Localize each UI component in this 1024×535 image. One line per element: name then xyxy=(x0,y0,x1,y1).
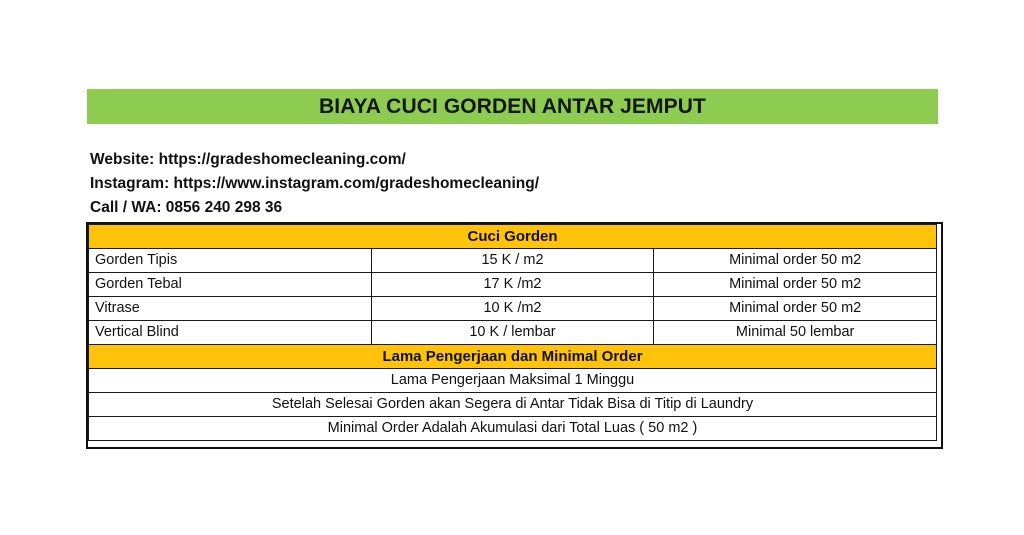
price-table xyxy=(88,224,937,441)
instagram-line: Instagram: https://www.instagram.com/gradeshomecleaning/ xyxy=(90,175,540,192)
phone-line: Call / WA: 0856 240 298 36 xyxy=(90,199,283,216)
section-two-title: Lama Pengerjaan dan Minimal Order xyxy=(89,345,937,369)
table-section-header-cuci-gorden xyxy=(89,225,937,249)
section-one-title: Cuci Gorden xyxy=(89,225,937,249)
row-name: Gorden Tipis xyxy=(89,249,372,273)
row-note: Minimal order 50 m2 xyxy=(654,297,937,321)
row-name: Vertical Blind xyxy=(89,321,372,345)
row-price: 10 K / lembar xyxy=(371,321,654,345)
row-note: Minimal 50 lembar xyxy=(654,321,937,345)
row-price: 17 K /m2 xyxy=(371,273,654,297)
page-title: BIAYA CUCI GORDEN ANTAR JEMPUT xyxy=(319,94,706,118)
table-row xyxy=(89,273,937,297)
title-banner xyxy=(87,89,938,124)
row-price: 10 K /m2 xyxy=(371,297,654,321)
table-row xyxy=(89,393,937,417)
website-line: Website: https://gradeshomecleaning.com/ xyxy=(90,151,406,168)
table-row xyxy=(89,297,937,321)
table-row xyxy=(89,321,937,345)
note-line: Setelah Selesai Gorden akan Segera di Antar Tidak Bisa di Titip di Laundry xyxy=(89,393,937,417)
row-note: Minimal order 50 m2 xyxy=(654,273,937,297)
table-section-header-lama-pengerjaan xyxy=(89,345,937,369)
note-line: Minimal Order Adalah Akumulasi dari Total Luas ( 50 m2 ) xyxy=(89,417,937,441)
contact-block xyxy=(90,148,950,220)
row-note: Minimal order 50 m2 xyxy=(654,249,937,273)
row-name: Vitrase xyxy=(89,297,372,321)
row-price: 15 K / m2 xyxy=(371,249,654,273)
table-row xyxy=(89,369,937,393)
table-row xyxy=(89,417,937,441)
note-line: Lama Pengerjaan Maksimal 1 Minggu xyxy=(89,369,937,393)
table-row xyxy=(89,249,937,273)
row-name: Gorden Tebal xyxy=(89,273,372,297)
